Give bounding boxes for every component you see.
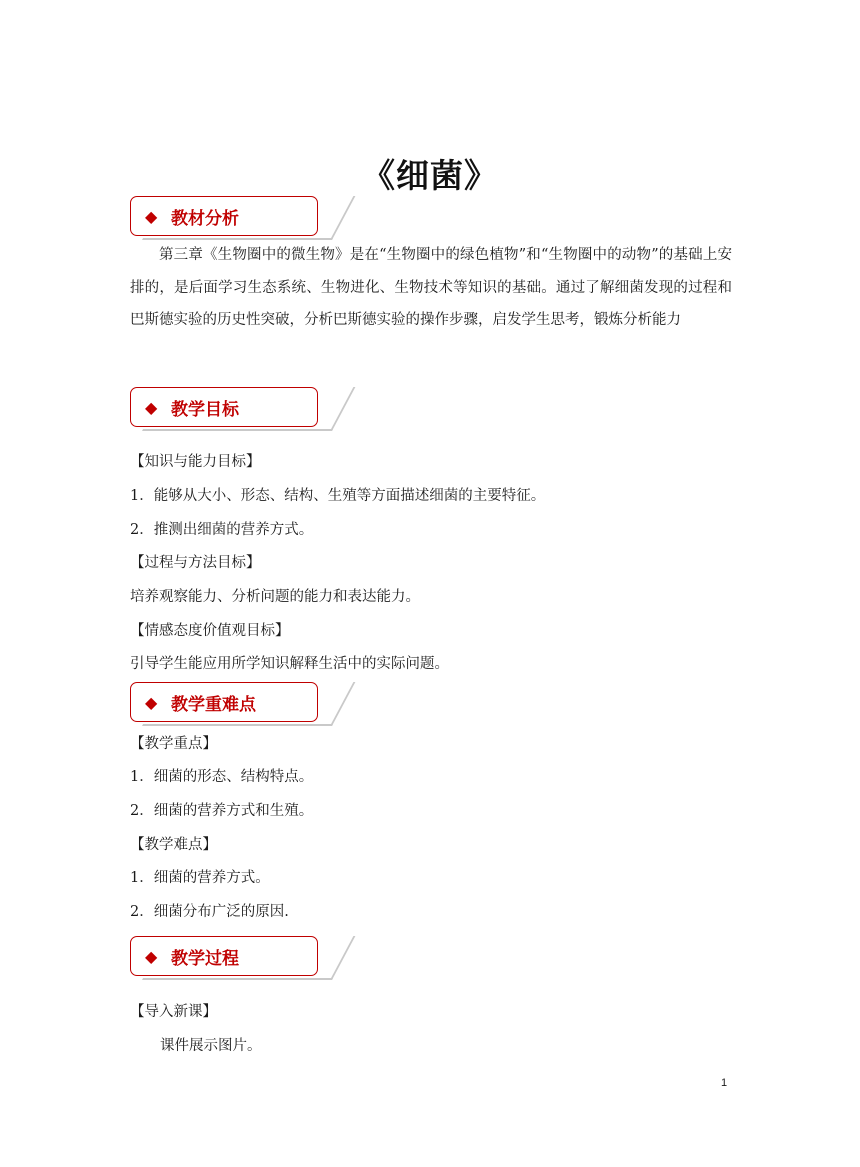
section-header-process — [130, 936, 332, 982]
intro-text: 课件展示图片。 — [160, 1038, 262, 1054]
analysis-paragraph: 第三章《生物圈中的微生物》是在“生物圈中的绿色植物”和“生物圈中的动物”的基础上安排的，是后面学习生态系统、生物进化、生物技术等知识的基础。通过了解细菌发现的过程和巴斯德实验的历史性突破，分析巴斯德实验的操作步骤，启发学生思考，锻炼分析能力 — [130, 247, 732, 328]
section-header-keypoints — [130, 682, 332, 728]
section-label: 教学重难点 — [171, 695, 256, 715]
diamond-bullet-icon: ◆ — [145, 207, 158, 226]
knowledge-goal-heading: 【知识与能力目标】 — [130, 454, 261, 470]
process-goal-heading: 【过程与方法目标】 — [130, 555, 261, 571]
difficult-point-heading: 【教学难点】 — [130, 837, 217, 853]
process-goal-text: 培养观察能力、分析问题的能力和表达能力。 — [130, 589, 420, 605]
key-point-item: 1．细菌的形态、结构特点。 — [130, 769, 314, 785]
key-point-item: 2．细菌的营养方式和生殖。 — [130, 803, 314, 819]
section-label: 教材分析 — [171, 209, 239, 229]
knowledge-goal-item: 1．能够从大小、形态、结构、生殖等方面描述细菌的主要特征。 — [130, 488, 546, 504]
diamond-bullet-icon: ◆ — [145, 693, 158, 712]
section-header-box — [130, 196, 318, 236]
section-header-box — [130, 936, 318, 976]
knowledge-goal-item: 2．推测出细菌的营养方式。 — [130, 522, 314, 538]
difficult-point-item: 2．细菌分布广泛的原因. — [130, 904, 289, 920]
intro-heading: 【导入新课】 — [130, 1004, 217, 1020]
difficult-point-item: 1．细菌的营养方式。 — [130, 870, 270, 886]
diamond-bullet-icon: ◆ — [145, 398, 158, 417]
section-label: 教学目标 — [171, 400, 239, 420]
section-header-goals — [130, 387, 332, 433]
section-header-box — [130, 387, 318, 427]
section-label: 教学过程 — [171, 949, 239, 969]
key-point-heading: 【教学重点】 — [130, 736, 217, 752]
page-number: 1 — [721, 1077, 728, 1089]
diamond-bullet-icon: ◆ — [145, 947, 158, 966]
section-header-box — [130, 682, 318, 722]
page-title: 《细菌》 — [362, 156, 498, 195]
emotion-goal-heading: 【情感态度价值观目标】 — [130, 623, 290, 639]
section-header-analysis — [130, 196, 332, 242]
emotion-goal-text: 引导学生能应用所学知识解释生活中的实际问题。 — [130, 656, 449, 672]
